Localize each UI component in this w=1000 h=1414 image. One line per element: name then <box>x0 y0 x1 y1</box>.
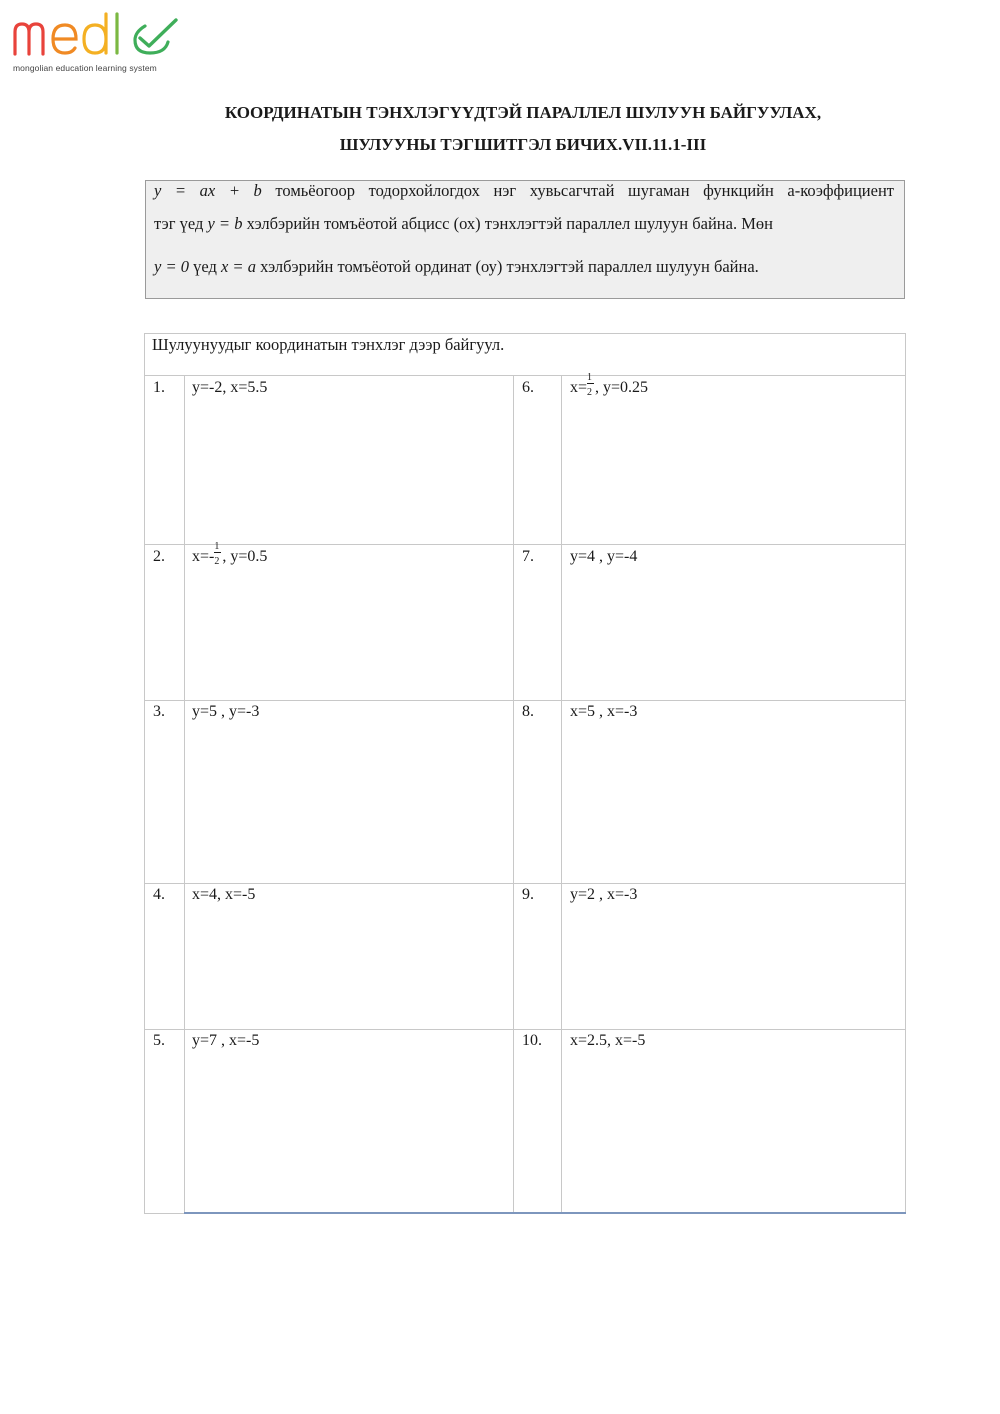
table-col-divider <box>513 375 514 1214</box>
item-number: 9. <box>522 886 534 903</box>
item-expression <box>570 372 649 398</box>
title-line-1: КООРДИНАТЫН ТЭНХЛЭГҮҮДТЭЙ ПАРАЛЛЕЛ ШУЛУУН БАЙГУУЛАХ, <box>224 103 822 122</box>
theory-text-3b: хэлбэрийн томъёотой ординат (оу) тэнхлэгтэй параллел шулуун байна. <box>255 257 759 276</box>
logo-letter-e <box>53 25 76 53</box>
item-expression: x=5 , x=-3 <box>570 703 638 720</box>
page-title <box>140 97 906 161</box>
formula-y-zero: y = 0 <box>154 257 189 276</box>
logo-letter-m <box>15 24 43 54</box>
expr-pre: x=- <box>192 548 215 565</box>
fraction-denominator: 2 <box>587 387 593 398</box>
table-row-divider <box>144 375 906 376</box>
item-number: 7. <box>522 548 534 565</box>
item-number: 10. <box>522 1032 542 1049</box>
table-row-divider <box>144 1029 906 1030</box>
item-number: 4. <box>153 886 165 903</box>
table-row-divider <box>144 700 906 701</box>
item-expression: y=5 , y=-3 <box>192 703 260 720</box>
item-number: 6. <box>522 379 534 396</box>
fraction-bar <box>587 383 594 384</box>
theory-text-1: томьёогоор тодорхойлогдох нэг хувьсагчтай шугаман функцийн а-коэффициент <box>261 181 894 200</box>
logo-tagline: mongolian education learning system <box>13 63 157 73</box>
title-line-2: ШУЛУУНЫ ТЭГШИТГЭЛ БИЧИХ.VII.11.1-III <box>339 135 707 154</box>
table-border-right <box>905 333 906 1214</box>
fraction-numerator: 1 <box>214 541 220 552</box>
item-expression: y=4 , y=-4 <box>570 548 638 565</box>
item-expression: x=2.5, x=-5 <box>570 1032 646 1049</box>
item-number: 1. <box>153 379 165 396</box>
item-expression <box>192 541 268 567</box>
fraction-denominator: 2 <box>214 556 220 567</box>
table-bottom-accent <box>184 1212 906 1214</box>
item-number: 5. <box>153 1032 165 1049</box>
theory-line-1 <box>154 181 894 201</box>
table-col-divider <box>184 375 185 1214</box>
table-border-top <box>144 333 906 334</box>
expr-pre: x= <box>570 379 588 396</box>
item-expression: y=2 , x=-3 <box>570 886 638 903</box>
formula-linear: y = ax + b <box>154 181 262 200</box>
theory-text-2a: тэг үед <box>154 214 208 233</box>
instruction-text: Шулуунуудыг координатын тэнхлэг дээр байгуул. <box>152 335 505 354</box>
item-expression: y=-2, x=5.5 <box>192 379 268 396</box>
item-number: 8. <box>522 703 534 720</box>
formula-y-equals-b: y = b <box>207 214 243 233</box>
formula-x-equals-a: x = a <box>220 257 256 276</box>
table-row-divider <box>144 544 906 545</box>
expr-post: , y=0.5 <box>222 548 268 565</box>
expr-post: , y=0.25 <box>595 379 649 396</box>
item-number: 2. <box>153 548 165 565</box>
table-row-divider <box>144 883 906 884</box>
table-border-left <box>144 333 145 1214</box>
theory-line-2 <box>154 214 894 234</box>
item-number: 3. <box>153 703 165 720</box>
theory-box <box>145 180 905 299</box>
fraction-numerator: 1 <box>587 372 593 383</box>
theory-line-3 <box>154 257 894 277</box>
medle-wordmark-graphic <box>10 8 190 60</box>
medle-logo <box>10 8 190 74</box>
logo-letter-d <box>84 14 106 53</box>
check-icon <box>140 20 176 46</box>
table-col-divider <box>561 375 562 1214</box>
theory-text-3a: үед <box>188 257 221 276</box>
worksheet-table <box>144 333 906 1214</box>
item-expression: x=4, x=-5 <box>192 886 256 903</box>
fraction-bar <box>214 552 221 553</box>
theory-text-2b: хэлбэрийн томъёотой абцисс (ох) тэнхлэгтэй параллел шулуун байна. Мөн <box>242 214 773 233</box>
item-expression: y=7 , x=-5 <box>192 1032 260 1049</box>
